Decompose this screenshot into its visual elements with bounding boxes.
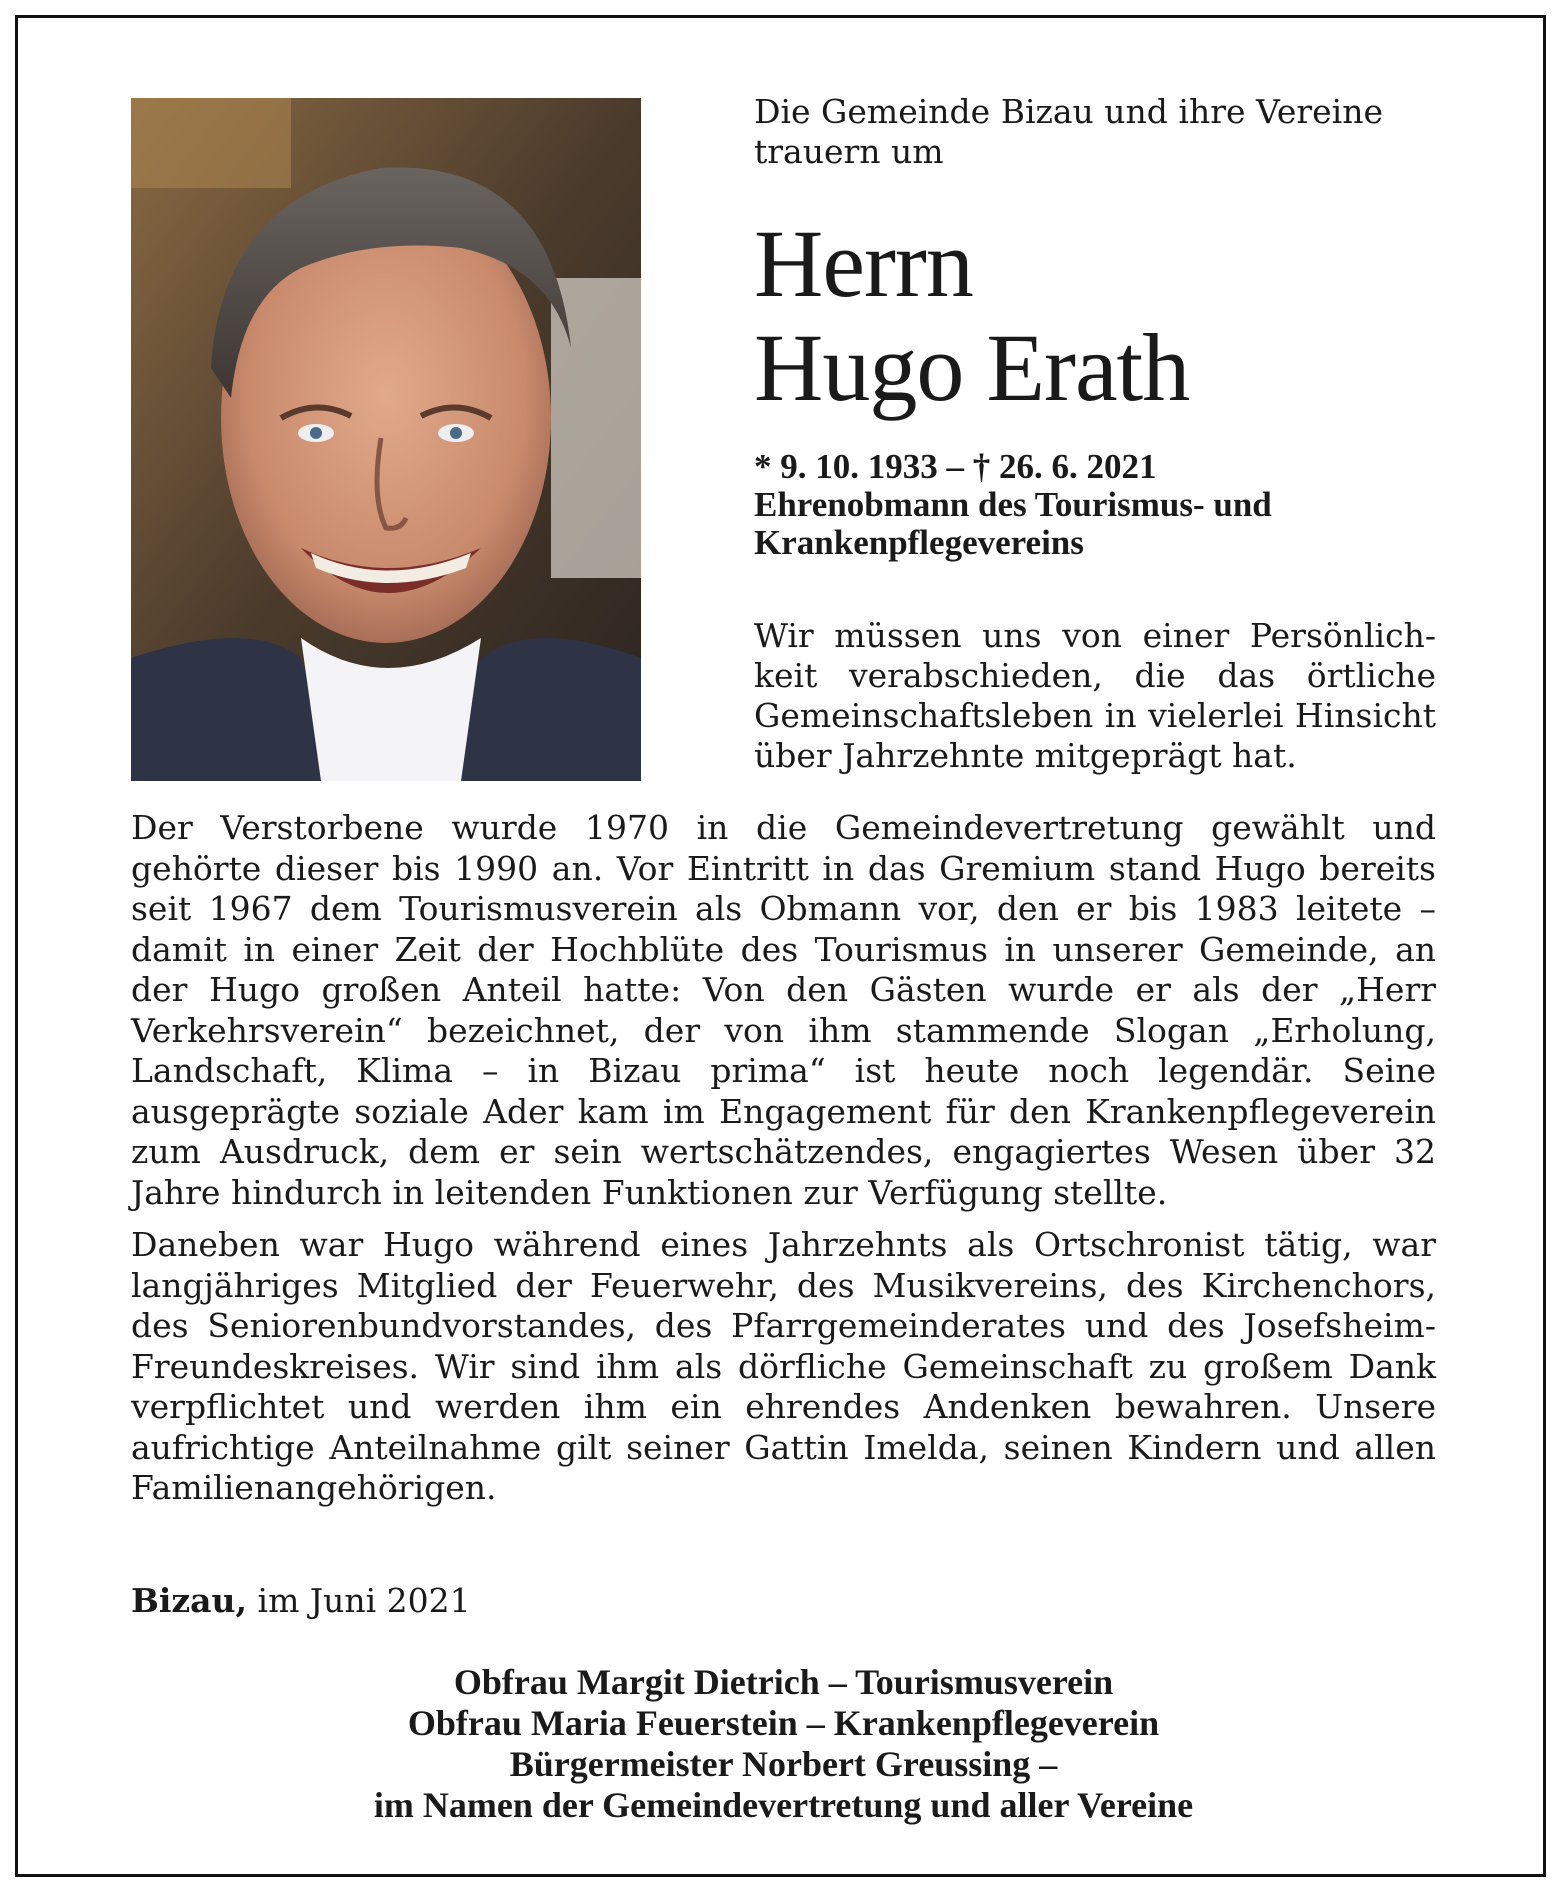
deceased-name [754,212,1189,420]
body-paragraph: Daneben war Hugo während eines Jahrzehnts als Ortschronist tätig, war langjähriges Mitglied der Feuerwehr, des Musikvereins, des Kirchenchors, des Seniorenbundvorstandes, des Pfarrgemeinderates und des Josefsheim-Freundeskreises. Wir sind ihm als dörfliche Gemeinschaft zu großem Dank verpflichtet und werden ihm ein ehrendes Andenken bewahren. Unsere aufrichtige Anteilnahme gilt seiner Gattin Imelda, seinen Kindern und allen Familienangehörigen. [131,1225,1436,1507]
signature-line: Bürgermeister Norbert Greussing – [509,1744,1058,1784]
honorary-role: Ehrenobmann des Tourismus- und Krankenpflegevereins [754,485,1272,562]
obituary-body [131,808,1436,1521]
portrait-photo [131,98,641,781]
deceased-meta [754,448,1454,562]
signature-line: Obfrau Margit Dietrich – Tourismusverein [453,1662,1114,1702]
name-salutation: Herrn [754,210,973,317]
place-town: Bizau, [131,1581,248,1620]
lead-paragraph: Wir müssen uns von einer Persönlichkeit verabschieden, die das örtliche Gemeinschaftsleben in vielerlei Hinsicht über Jahrzehnte mitgeprägt hat. [754,616,1436,775]
name-full: Hugo Erath [754,314,1190,421]
life-dates: * 9. 10. 1933 – † 26. 6. 2021 [754,447,1157,486]
signatures-block [131,1662,1436,1826]
place-date: im Juni 2021 [247,1581,471,1620]
intro-text: Die Gemeinde Bizau und ihre Vereine trauern um [754,92,1383,171]
signature-line: Obfrau Maria Feuerstein – Krankenpflegeverein [407,1703,1160,1743]
signature-line: im Namen der Gemeindevertretung und aller Vereine [373,1785,1194,1825]
body-paragraph: Der Verstorbene wurde 1970 in die Gemeindevertretung gewählt und gehörte dieser bis 1990 an. Vor Eintritt in das Gremium stand Hugo bereits seit 1967 dem Tourismusverein als Obmann vor, den er bis 1983 leitete – damit in einer Zeit der Hochblüte des Tourismus in unserer Gemeinde, an der Hugo großen Anteil hatte: Von den Gästen wurde er als der „Herr Verkehrsverein“ bezeichnet, der von ihm stammende Slogan „Erholung, Landschaft, Klima – in Bizau prima“ ist heute noch legendär. Seine ausgeprägte soziale Ader kam im Engagement für den Krankenpflegeverein zum Ausdruck, dem er sein wertschätzendes, engagiertes Wesen über 32 Jahre hindurch in leitenden Funktionen zur Verfügung stellte. [131,808,1436,1212]
place-date-line [131,1581,471,1621]
